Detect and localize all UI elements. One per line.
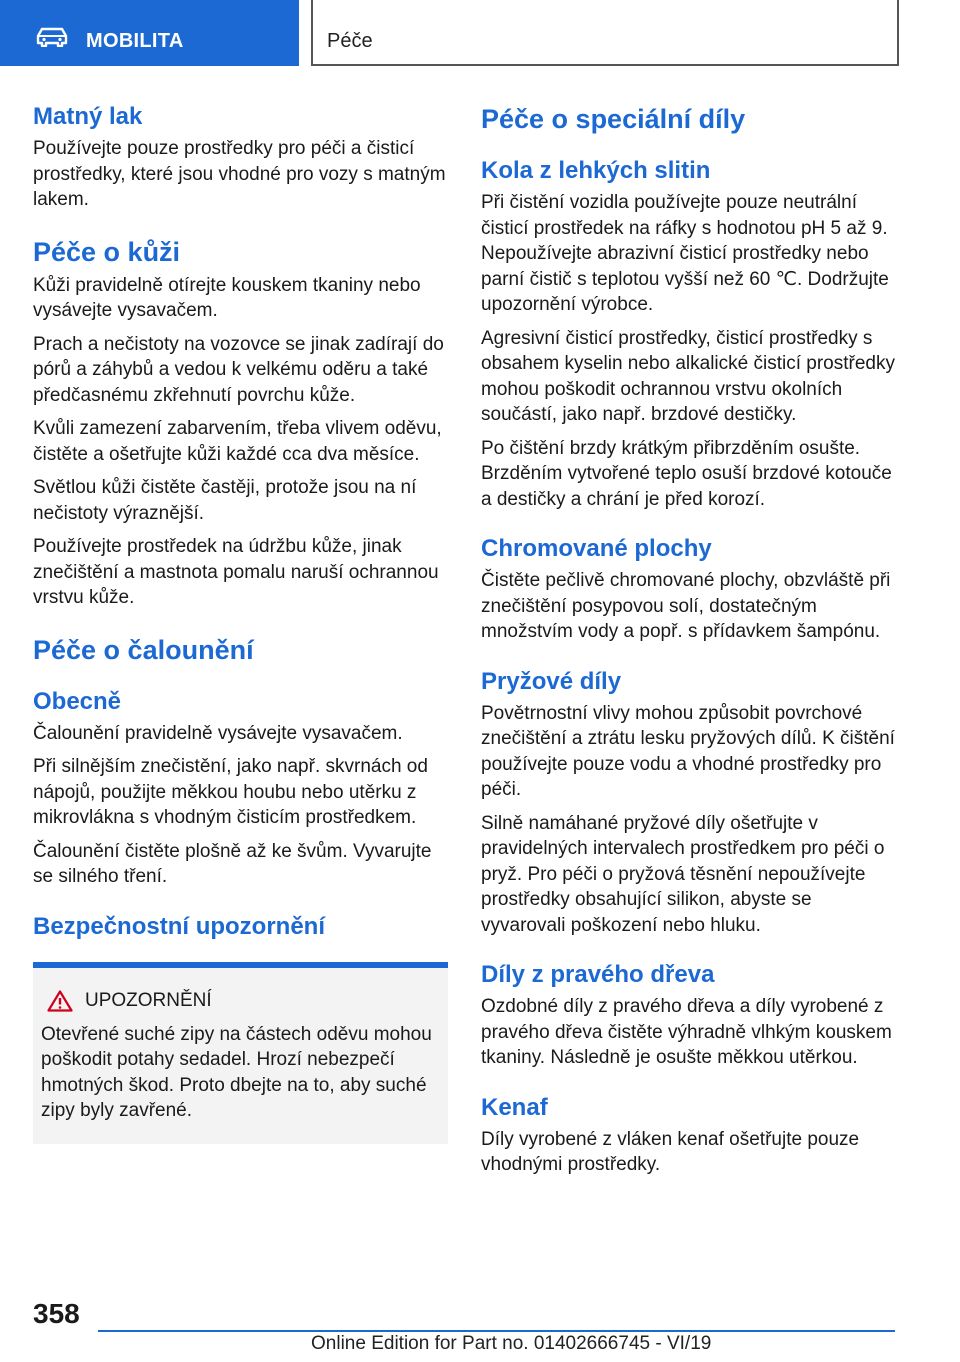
warning-text: Otevřené suché zipy na částech oděvu mohou poškodit potahy sedadel. Hrozí nebezpečí hmotných škod. Proto dbejte na to, aby suché zipy byly zavřené. — [41, 1023, 432, 1121]
paragraph: Čalounění čistěte plošně až ke švům. Vyvarujte se silného tření. — [33, 840, 432, 887]
paragraph: Kůži pravidelně otírejte kouskem tkaniny nebo vysávejte vysavačem. — [33, 274, 421, 321]
header-section — [311, 0, 899, 66]
subheading-pryzove-dily: Pryžové díly — [481, 667, 622, 695]
footer-divider — [98, 1330, 895, 1332]
paragraph: Agresivní čisticí prostředky, čisticí prostředky s obsahem kyselin nebo alkalické čisticí prostředky mohou poškodit ochrannou vrstvu okolních součástí, jako např. brzdové destičky. — [481, 327, 895, 425]
paragraph: Po čištění brzdy krátkým přibrzděním osušte. Brzděním vytvořené teplo osuší brzdové kotouče a destičky a chrání je před korozí. — [481, 437, 892, 510]
subheading-kola: Kola z lehkých slitin — [481, 157, 711, 184]
heading-pece-o-kuzi: Péče o kůži — [33, 236, 181, 267]
paragraph: Při čistění vozidla používejte pouze neutrální čisticí prostředek na ráfky s hodnotou pH 5 až 9. Nepoužívejte abrazivní čisticí prostředky nebo parní čistič s teplotou vyšší než 60 ℃. Dodržujte upozornění výrobce. — [481, 192, 889, 315]
right-column — [481, 100, 897, 1186]
paragraph: Při silnějším znečistění, jako např. skvrnách od nápojů, použijte měkkou houbu nebo utěrku z mikrovlákna s vhodným čisticím prostředkem. — [33, 756, 428, 828]
subheading-dily-z-praveho-dreva: Díly z pravého dřeva — [481, 961, 715, 988]
paragraph: Povětrnostní vlivy mohou způsobit povrchové znečištění a ztrátu lesku pryžových dílů. K čištění používejte pouze vodu a vhodné prostředky pro péči. — [481, 702, 895, 800]
warning-title: UPOZORNĚNÍ — [85, 989, 212, 1011]
paragraph: Díly vyrobené z vláken kenaf ošetřujte pouze vhodnými prostředky. — [481, 1128, 860, 1175]
heading-pece-o-calouneni: Péče o čalounění — [33, 634, 254, 665]
paragraph: Silně namáhané pryžové díly ošetřujte v pravidelných intervalech prostředkem pro péči o pryž. Pro péči o pryžová těsnění nepoužívejte prostředky obsahující silikon, abyste se vyvarovali poškození nebo hluku. — [481, 812, 885, 936]
subheading-obecne: Obecně — [33, 687, 122, 715]
paragraph: Čistěte pečlivě chromované plochy, obzvláště při znečištění posypovou solí, dostatečným množstvím vody a popř. s přídavkem šampónu. — [481, 570, 891, 642]
heading-pece-o-specialni-dily: Péče o speciální díly — [481, 104, 746, 134]
car-icon — [35, 27, 69, 47]
paragraph: Používejte pouze prostředky pro péči a čisticí prostředky, které jsou vhodné pro vozy s matným lakem. — [33, 138, 446, 210]
heading-matny-lak: Matný lak — [33, 103, 143, 130]
paragraph: Světlou kůži čistěte častěji, protože jsou na ní nečistoty výraznější. — [33, 477, 417, 524]
section-title: Péče — [327, 30, 373, 52]
footer-edition: Online Edition for Part no. 01402666745 - VI/19 — [311, 1333, 712, 1354]
header-tab-label: MOBILITA — [86, 30, 184, 52]
subheading-bezpecnostni-upozorneni: Bezpečnostní upozornění — [33, 912, 326, 940]
paragraph: Kvůli zamezení zabarvením, třeba vlivem oděvu, čistěte a ošetřujte kůži každé cca dva měsíce. — [33, 418, 442, 465]
header-tab-mobilita[interactable] — [0, 0, 299, 66]
page-number: 358 — [33, 1298, 80, 1329]
subheading-chromovane-plochy: Chromované plochy — [481, 535, 712, 562]
paragraph: Ozdobné díly z pravého dřeva a díly vyrobené z pravého dřeva čistěte výhradně vlhkým kouskem tkaniny. Následně je osušte měkkou utěrkou. — [481, 996, 892, 1068]
paragraph: Prach a nečistoty na vozovce se jinak zadírají do pórů a záhybů a vedou k velkému oděru a také předčasnému zkřehnutí povrchu kůže. — [33, 333, 444, 406]
left-column — [33, 100, 448, 1144]
paragraph: Používejte prostředek na údržbu kůže, jinak znečištění a mastnota pomalu naruší ochrannou vrstvu kůže. — [33, 536, 439, 608]
paragraph: Čalounění pravidelně vysávejte vysavačem. — [33, 722, 403, 744]
warning-box — [33, 962, 448, 1144]
warning-triangle-icon — [47, 990, 73, 1012]
subheading-kenaf: Kenaf — [481, 1093, 548, 1121]
